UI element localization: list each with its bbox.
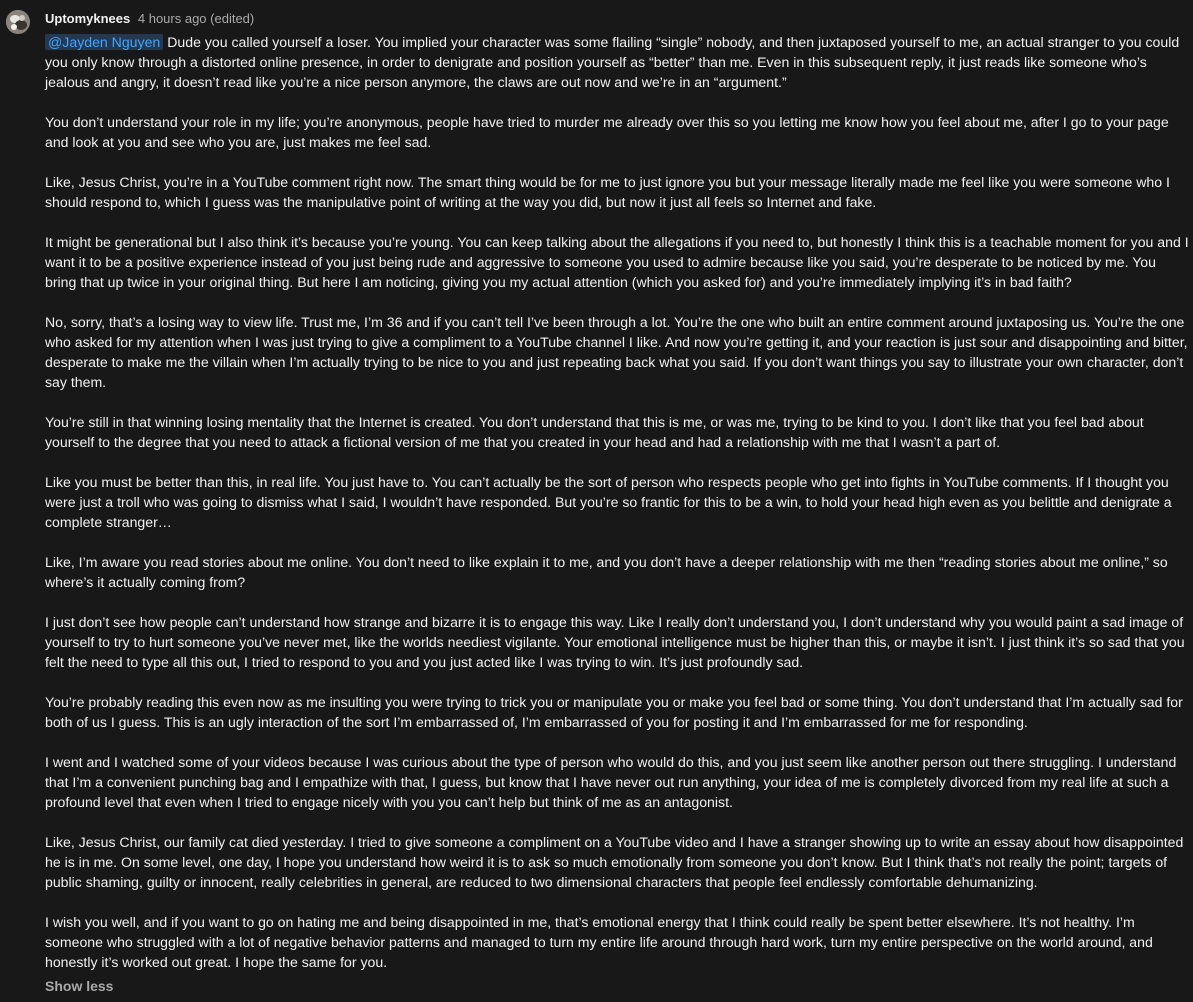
comment-paragraph: I wish you well, and if you want to go on hating me and being disappointed in me, that’s emotional energy that I think could really be spent better elsewhere. It’s not healthy. I’m someone who struggled with a lot of negative behavior patterns and managed to turn my entire life around through hard work, turn my entire perspective on the world around, and honestly it’s worked out great. I hope the same for you. [45, 914, 1153, 970]
comment-paragraph: It might be generational but I also think it’s because you’re young. You can keep talking about the allegations if you need to, but honestly I think this is a teachable moment for you and I want it to be a positive experience instead of you just being rude and aggressive to someone you used to admire because like you said, you’re desperate to be noticed by me. You bring that up twice in your original thing. But here I am noticing, giving you my actual attention (which you asked for) and you’re immediately implying it’s in bad faith? [45, 234, 1189, 290]
comment-paragraph: Like you must be better than this, in real life. You just have to. You can’t actually be the sort of person who respects people who get into fights in YouTube comments. If I thought you were just a troll who was going to dismiss what I said, I wouldn’t have responded. But you’re so frantic for this to be a win, to hold your head high even as you belittle and denigrate a complete stranger… [45, 474, 1172, 530]
mention-link[interactable]: @Jayden Nguyen [45, 34, 163, 50]
comment-paragraph: I just don’t see how people can’t understand how strange and bizarre it is to engage this way. Like I really don’t understand you, I don’t understand why you would paint a sad image of yourself to try to hurt someone you’ve never met, like the worlds neediest vigilante. Your emotional intelligence must be higher than this, or maybe it isn’t. I just think it’s so sad that you felt the need to type all this out, I tried to respond to you and you just acted like I was trying to win. It’s just profoundly sad. [45, 614, 1185, 670]
comment-paragraph: Like, I’m aware you read stories about me online. You don’t need to like explain it to me, and you don’t have a deeper relationship with me then “reading stories about me online,” so where’s it actually coming from? [45, 554, 1168, 590]
paragraph-text: Dude you called yourself a loser. You implied your character was some flailing “single” nobody, and then juxtaposed yourself to me, an actual stranger to you could you only know through a distorted online presence, in order to denigrate and position yourself as “better” than me. Even in this subsequent reply, it just reads like someone who’s jealous and angry, it doesn’t read like you’re a nice person anymore, the claws are out now and we’re in an “argument.” [45, 34, 1180, 90]
comment-body [45, 32, 1191, 972]
comment-paragraph [45, 32, 1191, 92]
comment-paragraph: You’re still in that winning losing mentality that the Internet is created. You don’t understand that this is me, or was me, trying to be kind to you. I don’t like that you feel bad about yourself to the degree that you need to attack a fictional version of me that you created in your head and had a relationship with me that I wasn’t a part of. [45, 414, 1144, 450]
show-less-button[interactable]: Show less [45, 978, 114, 994]
comment-header [45, 11, 254, 27]
comment-paragraph: No, sorry, that’s a losing way to view life. Trust me, I’m 36 and if you can’t tell I’ve been through a lot. You’re the one who built an entire comment around juxtaposing us. You’re the one who asked for my attention when I was just trying to give a compliment to a YouTube channel I like. And now you’re getting it, and your reaction is just sour and disappointing and bitter, desperate to make me the villain when I’m actually trying to be nice to you and just repeating back what you said. If you don’t want things you say to illustrate your own character, don’t say them. [45, 314, 1188, 390]
avatar-icon [6, 10, 30, 34]
author-name[interactable]: Uptomyknees [45, 11, 131, 26]
comment-timestamp[interactable]: 4 hours ago (edited) [137, 11, 255, 26]
comment-paragraph: You’re probably reading this even now as me insulting you were trying to trick you or manipulate you or make you feel bad or some thing. You don’t understand that I’m actually sad for both of us I guess. This is an ugly interaction of the sort I’m embarrassed of, I’m embarrassed of you for posting it and I’m embarrassed for me for responding. [45, 694, 1183, 730]
comment-paragraph: Like, Jesus Christ, our family cat died yesterday. I tried to give someone a compliment on a YouTube video and I have a stranger showing up to write an essay about how disappointed he is in me. On some level, one day, I hope you understand how weird it is to ask so much emotionally from someone you don’t know. But I think that’s not really the point; targets of public shaming, guilty or innocent, really celebrities in general, are reduced to two dimensional characters that people feel endlessly comfortable dehumanizing. [45, 834, 1184, 890]
avatar[interactable] [6, 10, 30, 34]
comment-paragraph: Like, Jesus Christ, you’re in a YouTube comment right now. The smart thing would be for me to just ignore you but your message literally made me feel like you were someone who I should respond to, which I guess was the manipulative point of writing at the way you did, but now it just all feels so Internet and fake. [45, 174, 1170, 210]
comment-paragraph: I went and I watched some of your videos because I was curious about the type of person who would do this, and you just seem like another person out there struggling. I understand that I’m a convenient punching bag and I empathize with that, I guess, but know that I have never out run anything, your idea of me is completely divorced from my real life at such a profound level that even when I tried to engage nicely with you you can’t help but think of me as an antagonist. [45, 754, 1177, 810]
comment-paragraph: You don’t understand your role in my life; you’re anonymous, people have tried to murder me already over this so you letting me know how you feel about me, after I go to your page and look at you and see who you are, just makes me feel sad. [45, 114, 1169, 150]
